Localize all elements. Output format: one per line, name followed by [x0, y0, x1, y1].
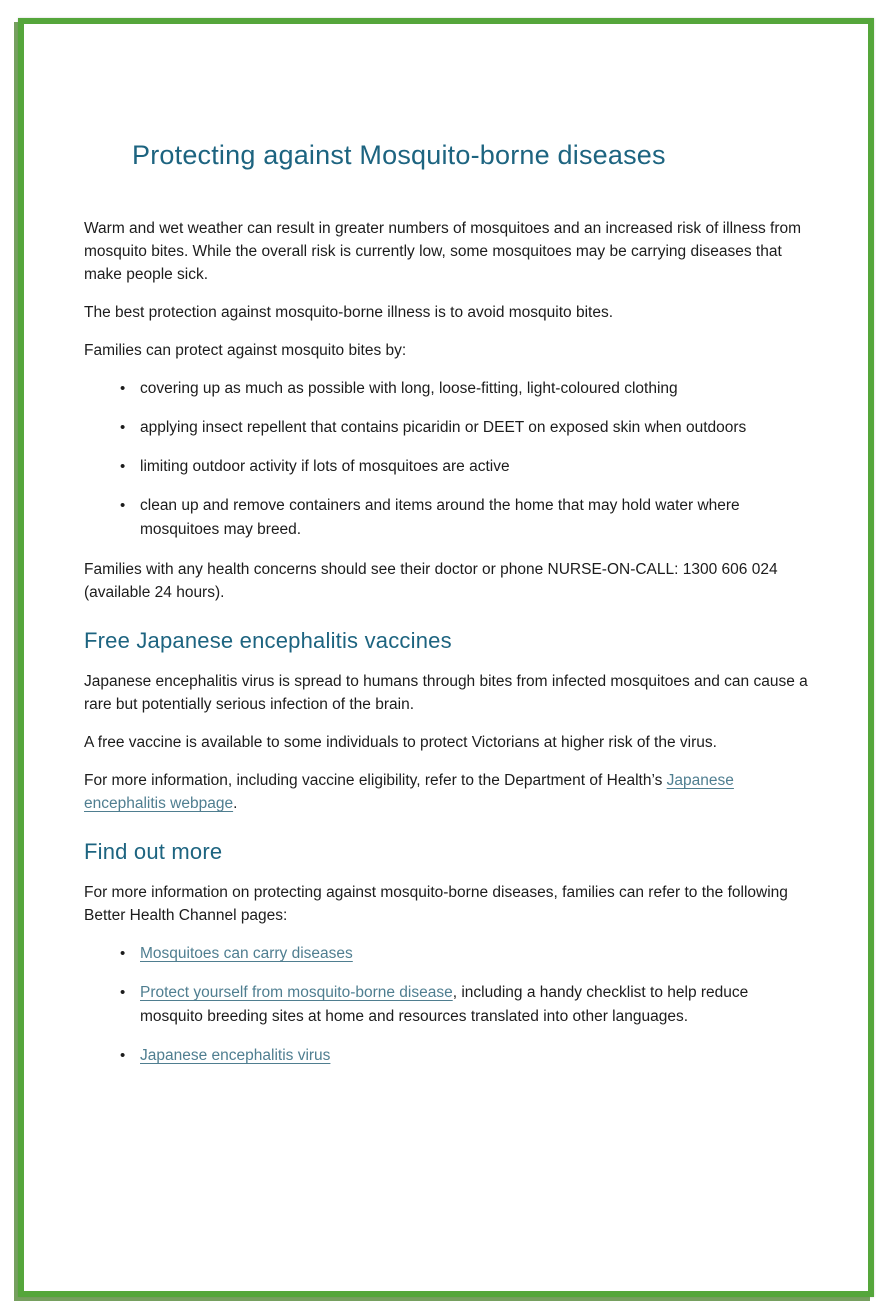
vaccines-paragraph-2: A free vaccine is available to some individuals to protect Victorians at higher risk of the virus. — [84, 734, 717, 751]
japanese-encephalitis-virus-link[interactable]: Japanese encephalitis virus — [140, 1047, 331, 1064]
intro-paragraph-2: The best protection against mosquito-borne illness is to avoid mosquito bites. — [84, 304, 614, 321]
list-item: • covering up as much as possible with long, loose-fitting, light-coloured clothing — [84, 377, 810, 401]
page-title: Protecting against Mosquito-borne diseases — [132, 140, 666, 170]
intro-paragraph-3: Families can protect against mosquito bites by: — [84, 342, 407, 359]
document-page — [18, 18, 874, 1297]
japanese-encephalitis-webpage-link[interactable]: Japanese encephalitis webpage — [84, 772, 734, 812]
nurse-on-call-paragraph: Families with any health concerns should see their doctor or phone NURSE-ON-CALL: 1300 606 024 (available 24 hours). — [84, 561, 778, 601]
find-out-more-paragraph: For more information on protecting against mosquito-borne diseases, families can refer to the following Better Health Channel pages: — [84, 884, 788, 924]
intro-paragraph-1: Warm and wet weather can result in greater numbers of mosquitoes and an increased risk of illness from mosquito bites. While the overall risk is currently low, some mosquitoes may be carrying diseases that make people sick. — [84, 220, 802, 283]
vaccines-paragraph-3 — [84, 769, 810, 815]
list-item: • clean up and remove containers and items around the home that may hold water where mosquitoes may breed. — [84, 494, 810, 542]
vaccines-paragraph-3-text: For more information, including vaccine eligibility, refer to the Department of Health’s — [84, 772, 667, 789]
find-out-more-link-list — [84, 942, 810, 1068]
protect-yourself-mosquito-borne-disease-link[interactable]: Protect yourself from mosquito-borne disease — [140, 984, 453, 1001]
list-item-suffix: , including a handy checklist to help reduce mosquito breeding sites at home and resources translated into other languages. — [140, 984, 749, 1025]
section-heading-vaccines: Free Japanese encephalitis vaccines — [84, 628, 452, 653]
vaccines-paragraph-3-period: . — [233, 795, 238, 812]
list-item: • applying insect repellent that contains picaridin or DEET on exposed skin when outdoors — [84, 416, 810, 440]
mosquitoes-can-carry-diseases-link[interactable]: Mosquitoes can carry diseases — [140, 945, 353, 962]
protection-bullet-list — [84, 377, 810, 542]
list-item — [84, 1044, 810, 1068]
vaccines-paragraph-1: Japanese encephalitis virus is spread to humans through bites from infected mosquitoes and can cause a rare but potentially serious infection of the brain. — [84, 673, 808, 713]
list-item: • limiting outdoor activity if lots of mosquitoes are active — [84, 455, 810, 479]
list-item — [84, 981, 810, 1029]
section-heading-find-out-more: Find out more — [84, 839, 223, 864]
list-item — [84, 942, 810, 966]
document-content — [24, 24, 868, 1124]
